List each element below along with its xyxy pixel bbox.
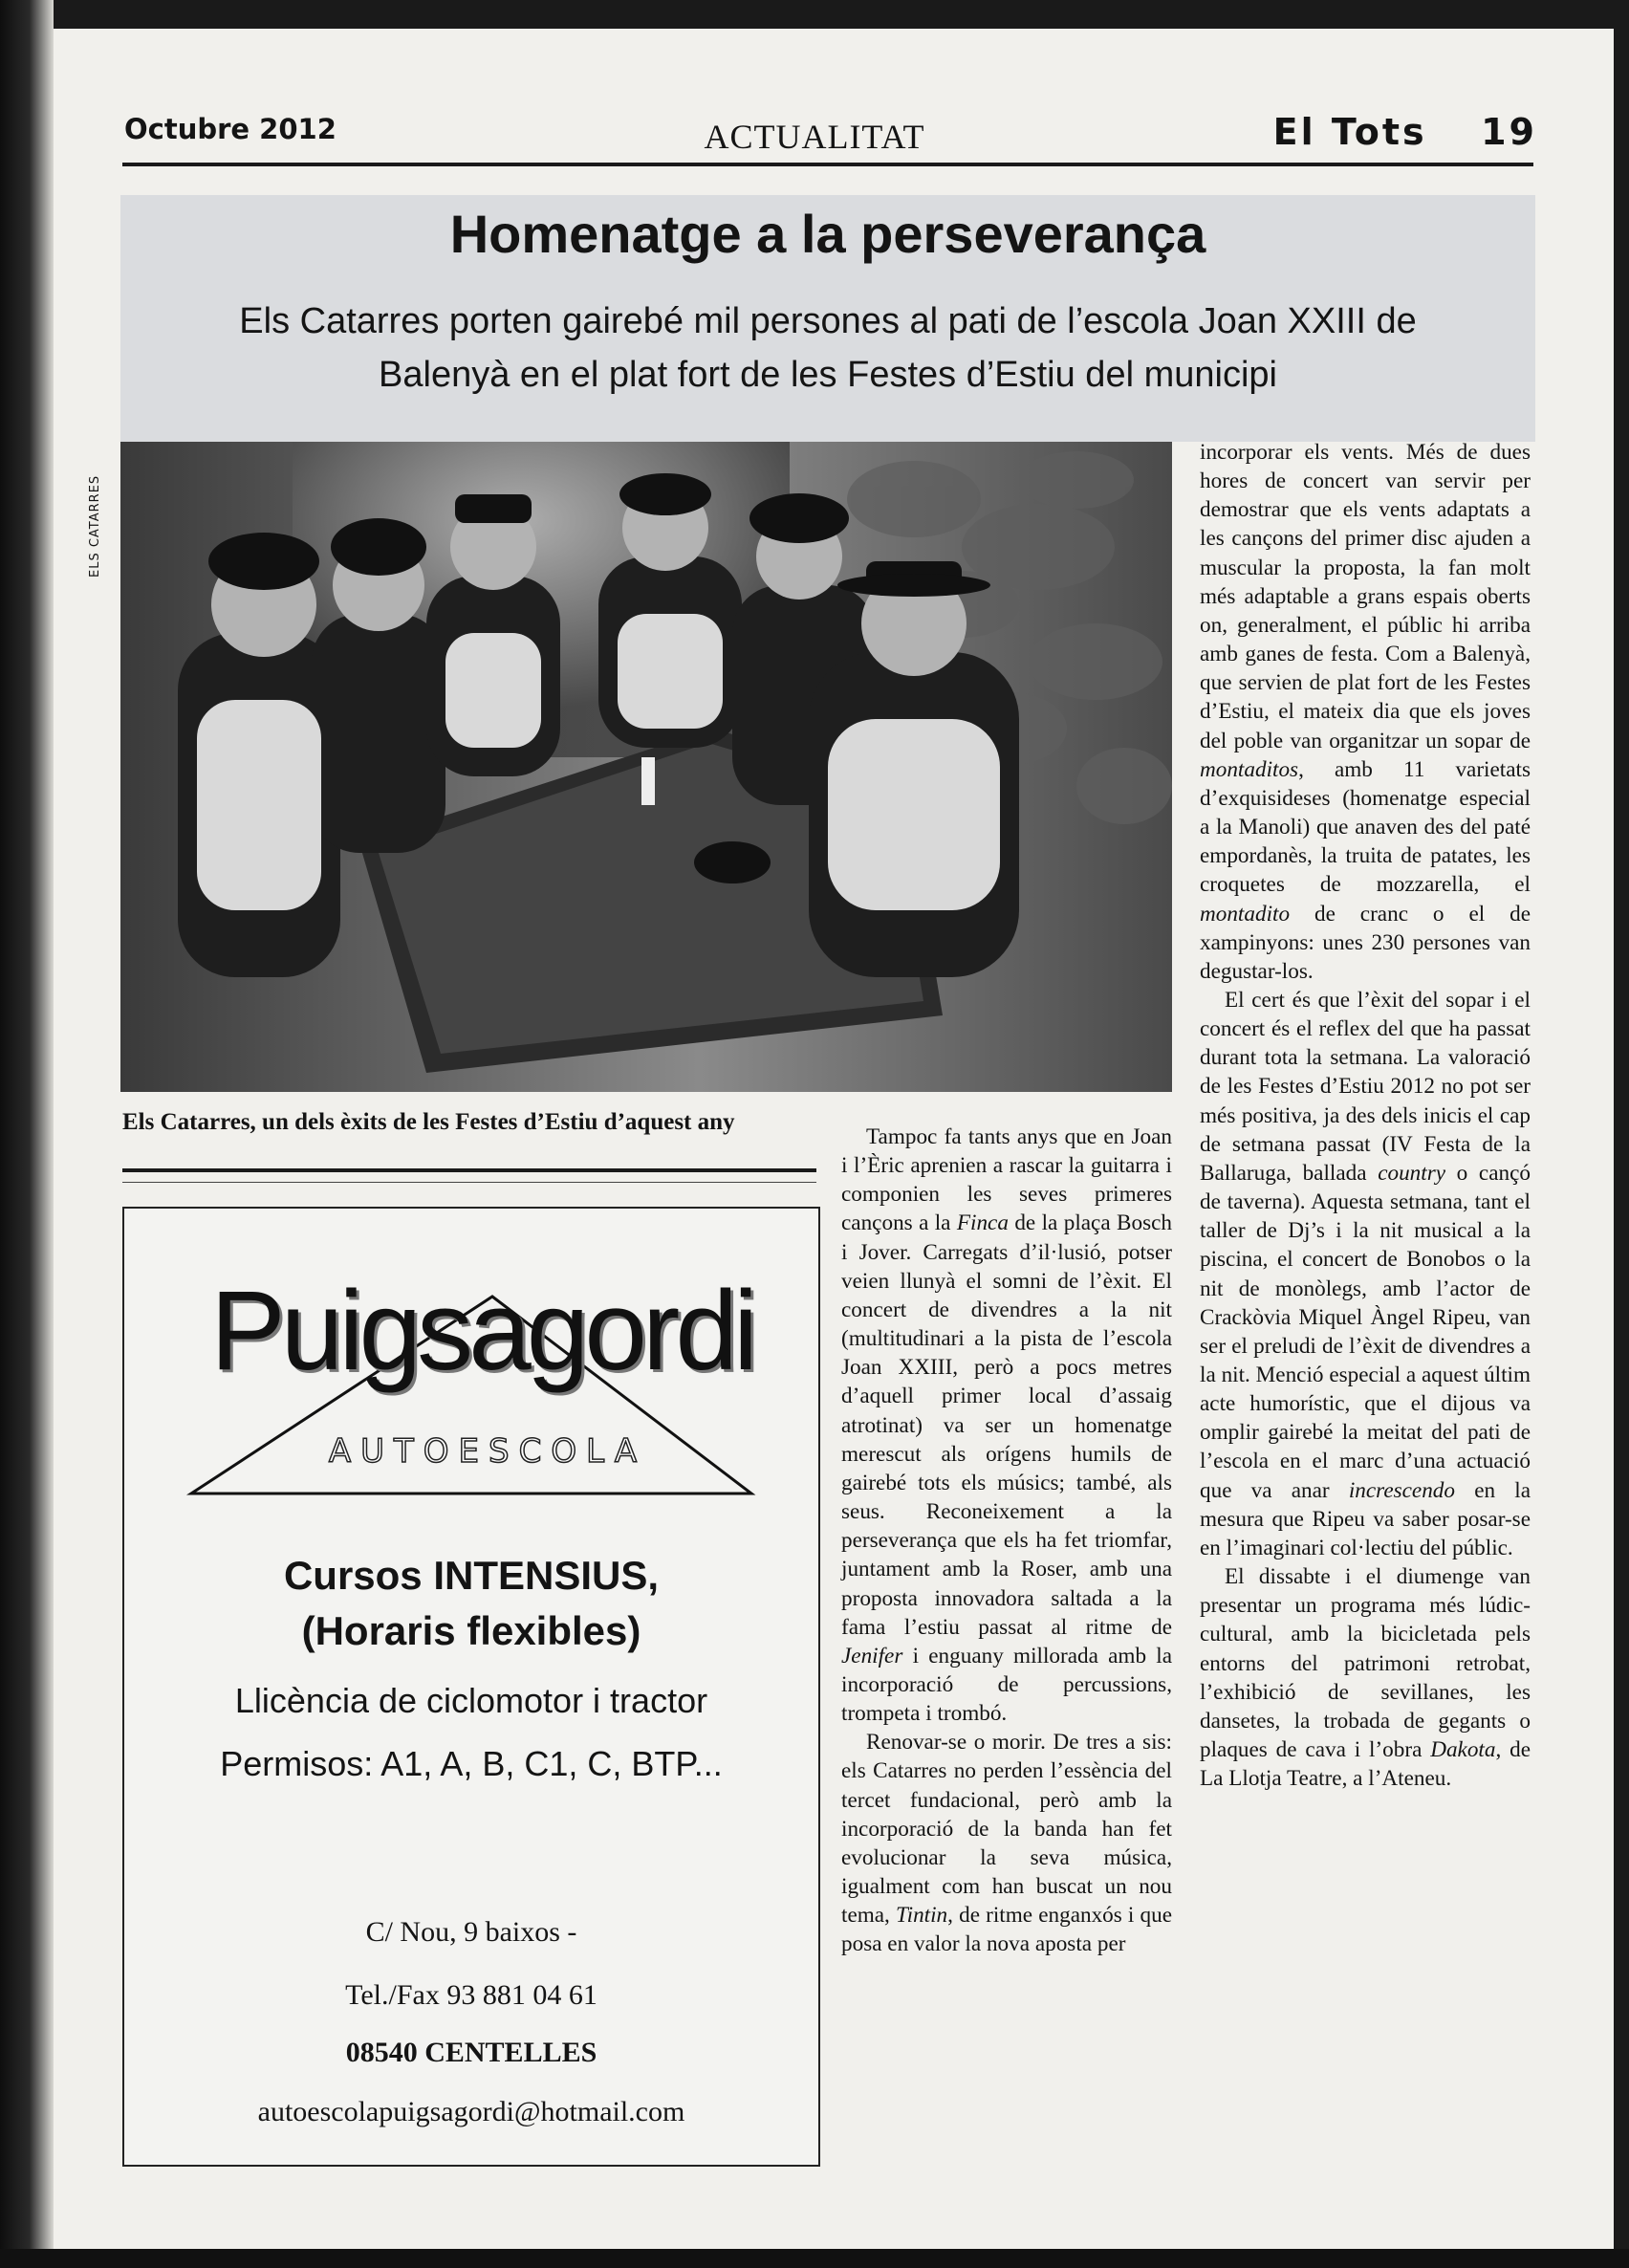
- header-rule: [122, 163, 1533, 166]
- section-name: ACTUALITAT: [704, 118, 925, 156]
- ad-address: C/ Nou, 9 baixos -: [365, 1916, 577, 1948]
- ad-rule-top: [122, 1168, 816, 1172]
- binding-spine: [0, 0, 54, 2268]
- advertisement: [122, 1207, 820, 2167]
- photo-credit: ELS CATARRES: [88, 474, 102, 578]
- paragraph: Tampoc fa tants anys que en Joan i l’Èric aprenien a rascar la guitarra i componien les seves primeres cançons a la Finca de la plaça Bosch i Jover. Carregats d’il·lusió, potser veien llunyà el somni de l’èxit. El concert de divendres a la nit (multitudinari a la pista de l’escola Joan XXIII, però a pocs metres d’aquell primer local d’assaig atrotinat) va ser un homenatge merescut als orígens humils de gairebé tots els músics; també, als seus. Reconeixement a la perseverança que els ha fet triomfar, juntament amb la Roser, amb una proposta innovadora saltada a la fama l’estiu passat al ritme de Jenifer i enguany millorada amb la incorporació de percussions, trompeta i trombó.: [841, 1124, 1172, 1727]
- ad-phone: Tel./Fax 93 881 04 61: [345, 1979, 597, 2011]
- paragraph: El dissabte i el diumenge van presentar un programa més lúdic-cultural, amb la bicicletada pels entorns del patrimoni retrobat, l’exhibició de sevillanes, les dansetes, la trobada de gegants o plaques de cava i l’obra Dakota, de La Llotja Teatre, a l’Ateneu.: [1200, 1564, 1531, 1792]
- paragraph: incorporar els vents. Més de dues hores de concert van servir per demostrar que els vents adaptats a les cançons del primer disc ajuden a muscular la proposta, la fan molt més adaptable a grans espais oberts on, generalment, el públic hi arriba amb ganes de festa. Com a Balenyà, que servien de plat fort de les Festes d’Estiu, el mateix dia que els joves del poble van organitzar un sopar de montaditos, amb 11 varietats d’exquisideses (homenatge especial a la Manoli) que anaven des del paté empordanès, la truita de patates, les croquetes de mozzarella, el montadito de cranc o el de xampinyons: unes 230 persones van degustar-los.: [1200, 440, 1531, 984]
- ad-brand-name: Puigsagordi: [210, 1268, 754, 1394]
- article-column-2: [1200, 438, 1531, 1793]
- paragraph: El cert és que l’èxit del sopar i el concert és el reflex del que ha passat durant tota la setmana. La valoració de les Festes d’Estiu 2012 no pot ser més positiva, ja des dels inicis el cap de setmana passat (IV Festa de la Ballaruga, ballada country o cançó de taverna). Aquesta setmana, tant el taller de Dj’s i la nit musical a la piscina, el concert de Bonobos o la nit de monòlegs, amb l’actor de Crackòvia Miquel Àngel Ripeu, van ser el preludi de l’èxit de divendres a la nit. Menció especial a aquest últim acte humorístic, que el dijous va omplir gairebé la meitat del pati de l’escola en el marc d’una actuació que va anar increscendo en la mesura que Ripeu va saber posar-se en l’imaginari col·lectiu del públic.: [1200, 987, 1531, 1560]
- scan-edge: [0, 2249, 1629, 2268]
- band-photo: [120, 442, 1172, 1092]
- photo-caption: Els Catarres, un dels èxits de les Festes d’Estiu d’aquest any: [122, 1109, 735, 1135]
- ad-rule-thin: [122, 1182, 816, 1183]
- ad-headline-1: Cursos INTENSIUS,: [283, 1553, 660, 1598]
- page-number: 19: [1481, 111, 1537, 153]
- subtitle-line-1: Els Catarres porten gairebé mil persones al pati de l’escola Joan XXIII de: [239, 301, 1417, 341]
- paragraph: Renovar-se o morir. De tres a sis: els Catarres no perden l’essència del tercet fundacional, però amb la incorporació de la banda han fet evolucionar la seva música, igualment com han buscat un nou tema, Tintin, de ritme enganxós i que posa en valor la nova aposta per: [841, 1730, 1172, 1957]
- paper-name: El Tots: [1272, 111, 1427, 153]
- subtitle-line-2: Balenyà en el plat fort de les Festes d’Estiu del municipi: [379, 355, 1277, 395]
- ad-permits-line: Permisos: A1, A, B, C1, C, BTP...: [220, 1744, 723, 1783]
- article-title: Homenatge a la perseverança: [449, 204, 1206, 264]
- ad-headline-2: (Horaris flexibles): [301, 1608, 641, 1653]
- article-column-1: [841, 1123, 1172, 1959]
- band-photo-illustration: [120, 442, 1172, 1092]
- ad-license-line: Llicència de ciclomotor i tractor: [234, 1681, 708, 1720]
- article-subtitle: [191, 294, 1465, 402]
- ad-brand-subtitle: AUTOESCOLA: [328, 1432, 647, 1471]
- masthead: [1273, 111, 1537, 191]
- ad-email: autoescolapuigsagordi@hotmail.com: [257, 2096, 685, 2127]
- ad-city: 08540 CENTELLES: [345, 2037, 597, 2068]
- issue-date: Octubre 2012: [124, 113, 337, 145]
